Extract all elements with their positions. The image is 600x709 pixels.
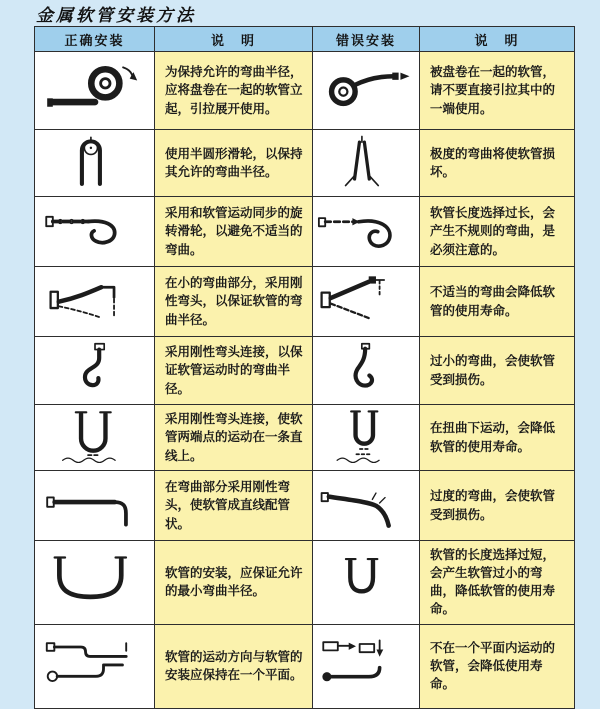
u-bend-inline-motion-icon — [47, 407, 143, 463]
coiled-hose-upright-icon — [43, 58, 147, 118]
coiled-hose-pulled-end-icon — [316, 59, 416, 117]
twisted-u-bend-icon — [318, 407, 414, 463]
col-header-desc-right: 说 明 — [420, 27, 575, 52]
correct-figure-cell — [35, 52, 155, 130]
correct-figure-cell — [35, 197, 155, 267]
correct-desc-cell: 为保持允许的弯曲半径，应将盘卷在一起的软管立起，引拉展开使用。 — [155, 52, 313, 130]
semicircular-pulley-icon — [50, 134, 140, 188]
rigid-elbow-s-curve-icon — [49, 340, 141, 396]
correct-figure-cell — [35, 337, 155, 405]
correct-figure-cell — [35, 624, 155, 708]
straight-pipe-with-elbow-icon — [43, 473, 147, 533]
extreme-hanging-bend-icon — [321, 134, 411, 188]
overbent-pipe-icon — [316, 474, 416, 532]
wrong-figure-cell — [313, 52, 420, 130]
wrong-desc-cell: 不适当的弯曲会降低软管的使用寿命。 — [420, 267, 575, 337]
wide-u-min-radius-icon — [43, 550, 147, 610]
rotating-pulley-carrier-icon — [43, 199, 147, 259]
wrong-desc-cell: 被盘卷在一起的软管，请不要直接引拉其中的一端使用。 — [420, 52, 575, 130]
wrong-desc-cell: 不在一个平面内运动的软管，会降低使用寿命。 — [420, 624, 575, 708]
installation-table — [34, 26, 575, 709]
too-small-hook-bend-icon — [320, 340, 412, 396]
table-row — [35, 337, 575, 405]
correct-desc-cell: 采用刚性弯头连接，以保证软管运动时的弯曲半径。 — [155, 337, 313, 405]
correct-desc-cell: 软管的安装，应保证允许的最小弯曲半径。 — [155, 541, 313, 625]
irregular-loop-icon — [316, 200, 416, 258]
wrong-desc-cell: 过度的弯曲，会使软管受到损伤。 — [420, 471, 575, 541]
table-row — [35, 541, 575, 625]
table-row — [35, 197, 575, 267]
page-title: 金属软管安装方法 — [36, 6, 196, 25]
wrong-figure-cell — [313, 267, 420, 337]
col-header-desc-left: 说 明 — [155, 27, 313, 52]
wrong-figure-cell — [313, 405, 420, 471]
header-row — [35, 27, 575, 52]
wrong-figure-cell — [313, 624, 420, 708]
correct-desc-cell: 采用和软管运动同步的旋转滑轮，以避免不适当的弯曲。 — [155, 197, 313, 267]
correct-desc-cell: 在弯曲部分采用刚性弯头，使软管成直线配管状。 — [155, 471, 313, 541]
correct-desc-cell: 软管的运动方向与软管的安装应保持在一个平面。 — [155, 624, 313, 708]
table-row — [35, 130, 575, 197]
table-row — [35, 405, 575, 471]
wrong-figure-cell — [313, 130, 420, 197]
correct-desc-cell: 使用半圆形滑轮，以保持其允许的弯曲半径。 — [155, 130, 313, 197]
correct-figure-cell — [35, 541, 155, 625]
correct-figure-cell — [35, 130, 155, 197]
correct-figure-cell — [35, 471, 155, 541]
narrow-u-short-hose-icon — [318, 552, 414, 608]
table-row — [35, 624, 575, 708]
wrong-figure-cell — [313, 197, 420, 267]
correct-figure-cell — [35, 267, 155, 337]
table-row — [35, 471, 575, 541]
improper-sharp-bend-icon — [316, 270, 416, 328]
table-row — [35, 52, 575, 130]
wrong-desc-cell: 软管的长度选择过短，会产生软管过小的弯曲，降低软管的使用寿命。 — [420, 541, 575, 625]
rigid-elbow-small-bend-icon — [45, 270, 145, 328]
wrong-figure-cell — [313, 337, 420, 405]
wrong-figure-cell — [313, 541, 420, 625]
wrong-desc-cell: 过小的弯曲，会使软管受到损伤。 — [420, 337, 575, 405]
non-planar-motion-icon — [316, 634, 416, 694]
correct-figure-cell — [35, 405, 155, 471]
wrong-desc-cell: 极度的弯曲将使软管损坏。 — [420, 130, 575, 197]
wrong-figure-cell — [313, 471, 420, 541]
col-header-correct-install: 正确安装 — [35, 27, 155, 52]
table-row — [35, 267, 575, 337]
col-header-wrong-install: 错误安装 — [313, 27, 420, 52]
correct-desc-cell: 在小的弯曲部分，采用刚性弯头，以保证软管的弯曲半径。 — [155, 267, 313, 337]
wrong-desc-cell: 在扭曲下运动，会降低软管的使用寿命。 — [420, 405, 575, 471]
correct-desc-cell: 采用刚性弯头连接，使软管两端点的运动在一条直线上。 — [155, 405, 313, 471]
wrong-desc-cell: 软管长度选择过长，会产生不规则的弯曲，是必须注意的。 — [420, 197, 575, 267]
planar-motion-piping-icon — [43, 633, 147, 695]
